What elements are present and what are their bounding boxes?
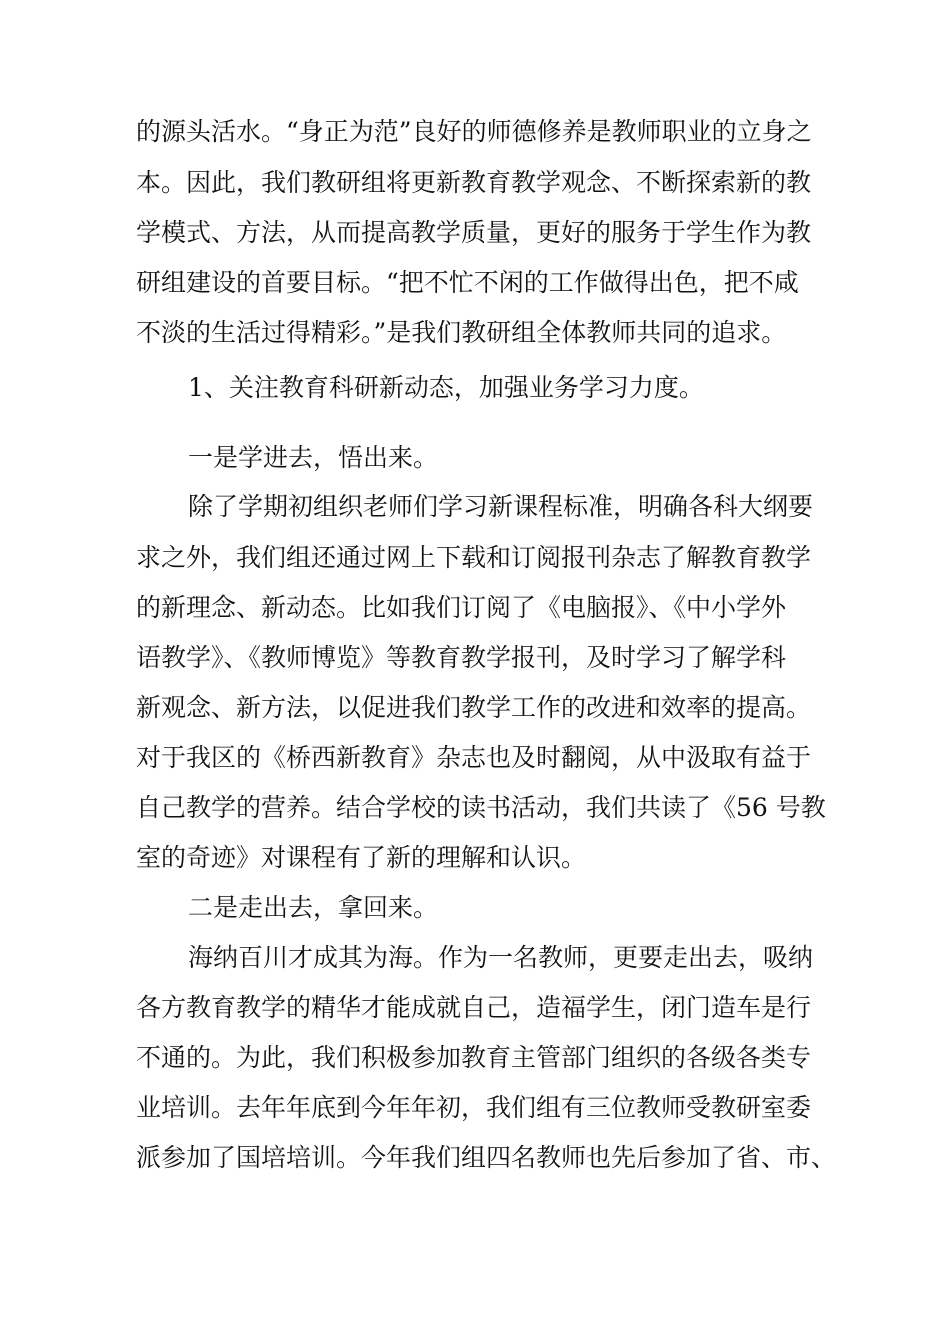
paragraph-line: 的源头活水。“身正为范”良好的师德修养是教师职业的立身之 bbox=[136, 117, 812, 146]
paragraph-line: 不通的。为此，我们积极参加教育主管部门组织的各级各类专 bbox=[136, 1043, 812, 1072]
subsection-heading: 一是学进去，悟出来。 bbox=[188, 443, 439, 472]
section-heading: 1、关注教育科研新动态，加强业务学习力度。 bbox=[188, 373, 704, 402]
paragraph-line: 对于我区的《桥西新教育》杂志也及时翻阅，从中汲取有益于 bbox=[136, 743, 812, 772]
paragraph-line: 语教学》、《教师博览》等教育教学报刊，及时学习了解学科 bbox=[136, 643, 787, 672]
paragraph-line: 各方教育教学的精华才能成就自己，造福学生，闭门造车是行 bbox=[136, 993, 812, 1022]
paragraph-line: 新观念、新方法，以促进我们教学工作的改进和效率的提高。 bbox=[136, 693, 812, 722]
paragraph-line: 除了学期初组织老师们学习新课程标准，明确各科大纲要 bbox=[188, 492, 814, 521]
paragraph-line: 派参加了国培培训。今年我们组四名教师也先后参加了省、市、 bbox=[136, 1143, 837, 1172]
paragraph-line: 学模式、方法，从而提高教学质量，更好的服务于学生作为教 bbox=[136, 218, 812, 247]
subsection-heading: 二是走出去，拿回来。 bbox=[188, 893, 439, 922]
paragraph-line: 求之外，我们组还通过网上下载和订阅报刊杂志了解教育教学 bbox=[136, 543, 812, 572]
paragraph-line: 业培训。去年年底到今年年初，我们组有三位教师受教研室委 bbox=[136, 1093, 812, 1122]
paragraph-line: 海纳百川才成其为海。作为一名教师，更要走出去，吸纳 bbox=[188, 943, 814, 972]
paragraph-line: 的新理念、新动态。比如我们订阅了《电脑报》、《中小学外 bbox=[136, 593, 787, 622]
paragraph-line: 自己教学的营养。结合学校的读书活动，我们共读了《56 号教 bbox=[136, 793, 826, 822]
paragraph-line: 本。因此，我们教研组将更新教育教学观念、不断探索新的教 bbox=[136, 168, 812, 197]
paragraph-line: 不淡的生活过得精彩。”是我们教研组全体教师共同的追求。 bbox=[136, 318, 787, 347]
paragraph-line: 研组建设的首要目标。“把不忙不闲的工作做得出色，把不咸 bbox=[136, 268, 799, 297]
paragraph-line: 室的奇迹》对课程有了新的理解和认识。 bbox=[136, 843, 587, 872]
